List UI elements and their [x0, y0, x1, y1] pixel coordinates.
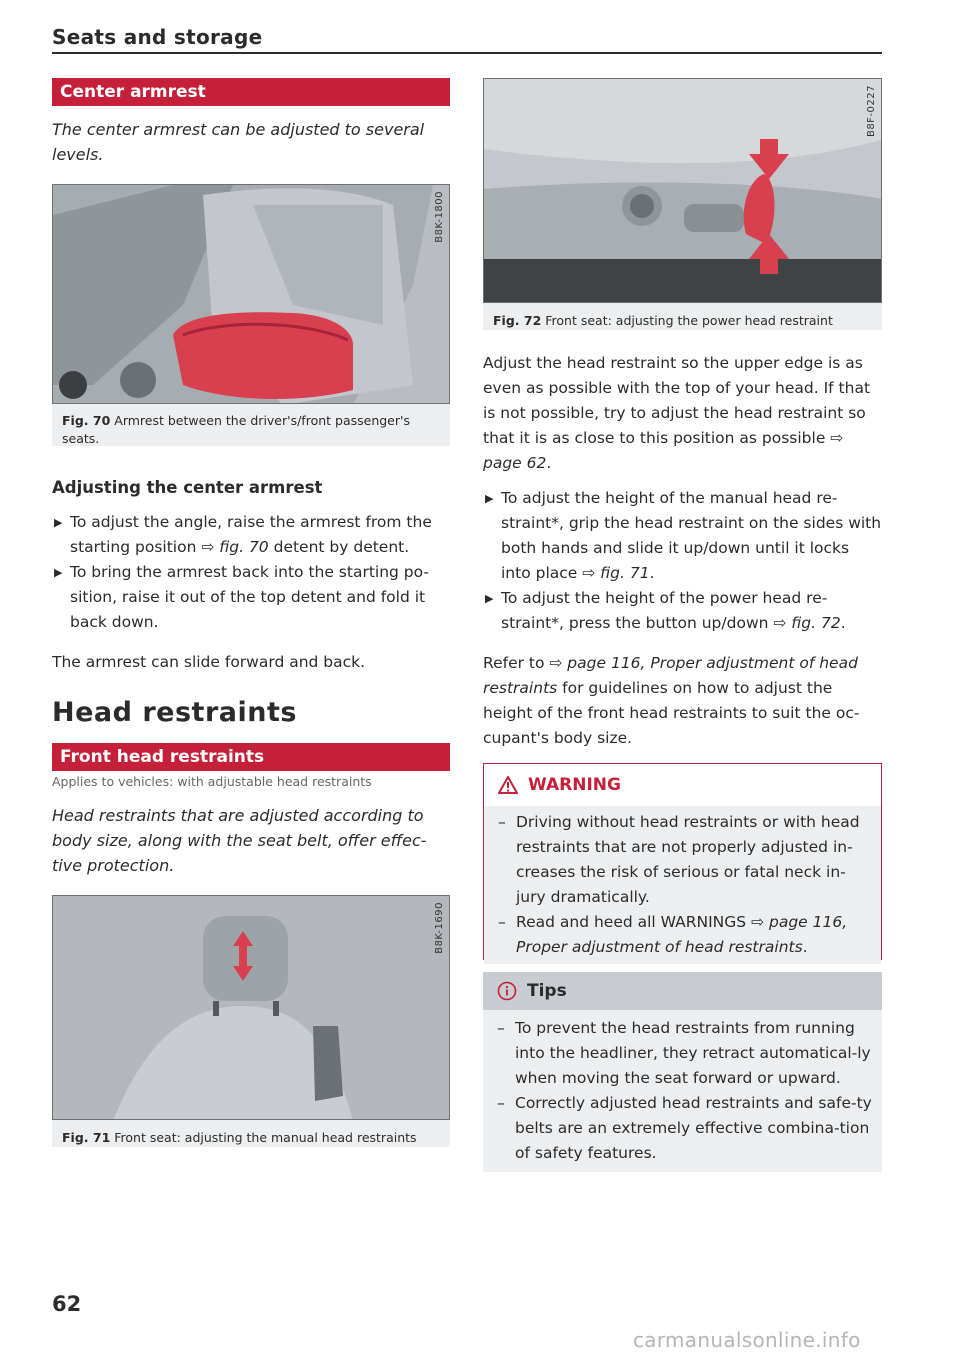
link-page-62[interactable]: ⇨ page 62	[483, 429, 844, 472]
link-fig-72[interactable]: ⇨ fig. 72	[773, 614, 841, 632]
tips-box	[483, 972, 882, 1165]
armrest-illustration	[53, 185, 450, 404]
figure-70	[52, 184, 450, 446]
tips-header	[483, 972, 882, 1010]
figure-72-code: B8F-0227	[866, 85, 877, 138]
link-page-116-warning[interactable]: ⇨ page 116, Proper adjustment of head restraints	[516, 913, 848, 956]
watermark: carmanualsonline.info	[633, 1328, 861, 1352]
warning-box	[483, 763, 882, 960]
center-armrest-lede: The center armrest can be adjusted to several levels.	[52, 120, 425, 164]
bullet-icon: ▶	[54, 516, 63, 529]
warning-triangle-icon	[498, 776, 518, 794]
armrest-bullets	[52, 510, 447, 635]
armrest-bullet-1: ▶ To adjust the angle, raise the armrest from the starting position ⇨ fig. 70 detent by detent.	[52, 510, 447, 560]
section-title-head-restraints: Head restraints	[52, 697, 297, 728]
link-fig-70[interactable]: ⇨ fig. 70	[201, 538, 269, 556]
head-restraint-bullets	[483, 486, 883, 636]
bullet-icon: ▶	[54, 566, 63, 579]
figure-71-caption-text: Front seat: adjusting the manual head restraints	[114, 1130, 417, 1145]
figure-70-label: Fig. 70	[62, 413, 111, 428]
bullet-icon: ▶	[485, 592, 494, 605]
link-page-116[interactable]: ⇨ page 116, Proper adjustment of head restraints	[483, 654, 858, 697]
manual-head-restraint-image	[52, 895, 450, 1120]
applies-to-vehicles: Applies to vehicles: with adjustable head restraints	[52, 774, 372, 789]
info-icon	[497, 981, 517, 1001]
head-restraint-bullet-2: ▶ To adjust the height of the power head re-straint*, press the button up/down ⇨ fig. 72.	[483, 586, 883, 636]
bullet-icon: ▶	[485, 492, 494, 505]
figure-71-label: Fig. 71	[62, 1130, 111, 1145]
tips-item-2: – Correctly adjusted head restraints and safe-ty belts are an extremely effective combina-tion of safety features.	[497, 1094, 872, 1162]
subheading-adjusting-armrest: Adjusting the center armrest	[52, 478, 323, 497]
head-restraint-bullet-1: ▶ To adjust the height of the manual head re-straint*, grip the head restraint on the sides with both hands and slide it up/down until it locks into place ⇨ fig. 71.	[483, 486, 883, 586]
figure-72-label: Fig. 72	[493, 313, 542, 328]
link-fig-71[interactable]: ⇨ fig. 71	[582, 564, 650, 582]
figure-71-code: B8K-1690	[434, 902, 445, 954]
warning-header	[484, 764, 881, 806]
manual-head-restraint-illustration	[53, 896, 450, 1120]
header-rule	[52, 52, 882, 54]
armrest-image	[52, 184, 450, 404]
figure-70-caption	[52, 406, 450, 454]
power-head-restraint-illustration	[484, 79, 882, 303]
figure-72-caption-text: Front seat: adjusting the power head restraint	[545, 313, 833, 328]
armrest-bullet-2: ▶ To bring the armrest back into the starting po-sition, raise it out of the top detent and fold it back down.	[52, 560, 447, 635]
warning-title: WARNING	[528, 775, 621, 795]
section-heading-center-armrest: Center armrest	[52, 78, 450, 106]
page-number: 62	[52, 1292, 82, 1316]
figure-70-caption-text: Armrest between the driver's/front passenger's seats.	[62, 413, 410, 446]
tips-list	[483, 1010, 882, 1172]
tips-title: Tips	[527, 981, 567, 1001]
adjust-head-restraint-para: Adjust the head restraint so the upper edge is as even as possible with the top of your head. If that is not possible, try to adjust the head restraint so that it is as close to this position as possible ⇨ page 62.	[483, 354, 871, 472]
figure-72	[483, 78, 882, 330]
figure-70-code: B8K-1800	[434, 191, 445, 243]
refer-to-para: Refer to ⇨ page 116, Proper adjustment of head restraints for guidelines on how to adjust the height of the front head restraints to suit the oc-cupant's body size.	[483, 654, 860, 747]
figure-72-caption	[483, 306, 882, 336]
power-head-restraint-image	[483, 78, 882, 303]
armrest-slide-para: The armrest can slide forward and back.	[52, 653, 366, 671]
figure-71-caption	[52, 1123, 450, 1153]
tips-item-1: – To prevent the head restraints from running into the headliner, they retract automatical-ly when moving the seat forward or upward.	[497, 1019, 871, 1087]
warning-item-2: – Read and heed all WARNINGS ⇨ page 116, Proper adjustment of head restraints.	[498, 913, 848, 956]
section-heading-front-head-restraints: Front head restraints	[52, 743, 450, 771]
warning-item-1: – Driving without head restraints or with head restraints that are not properly adjusted in-creases the risk of serious or fatal neck in-jury dramatically.	[498, 813, 860, 906]
warning-list	[484, 806, 881, 964]
header-title: Seats and storage	[52, 25, 263, 49]
head-restraints-lede: Head restraints that are adjusted according to body size, along with the seat belt, offer effec-tive protection.	[52, 806, 427, 875]
figure-71	[52, 895, 450, 1147]
